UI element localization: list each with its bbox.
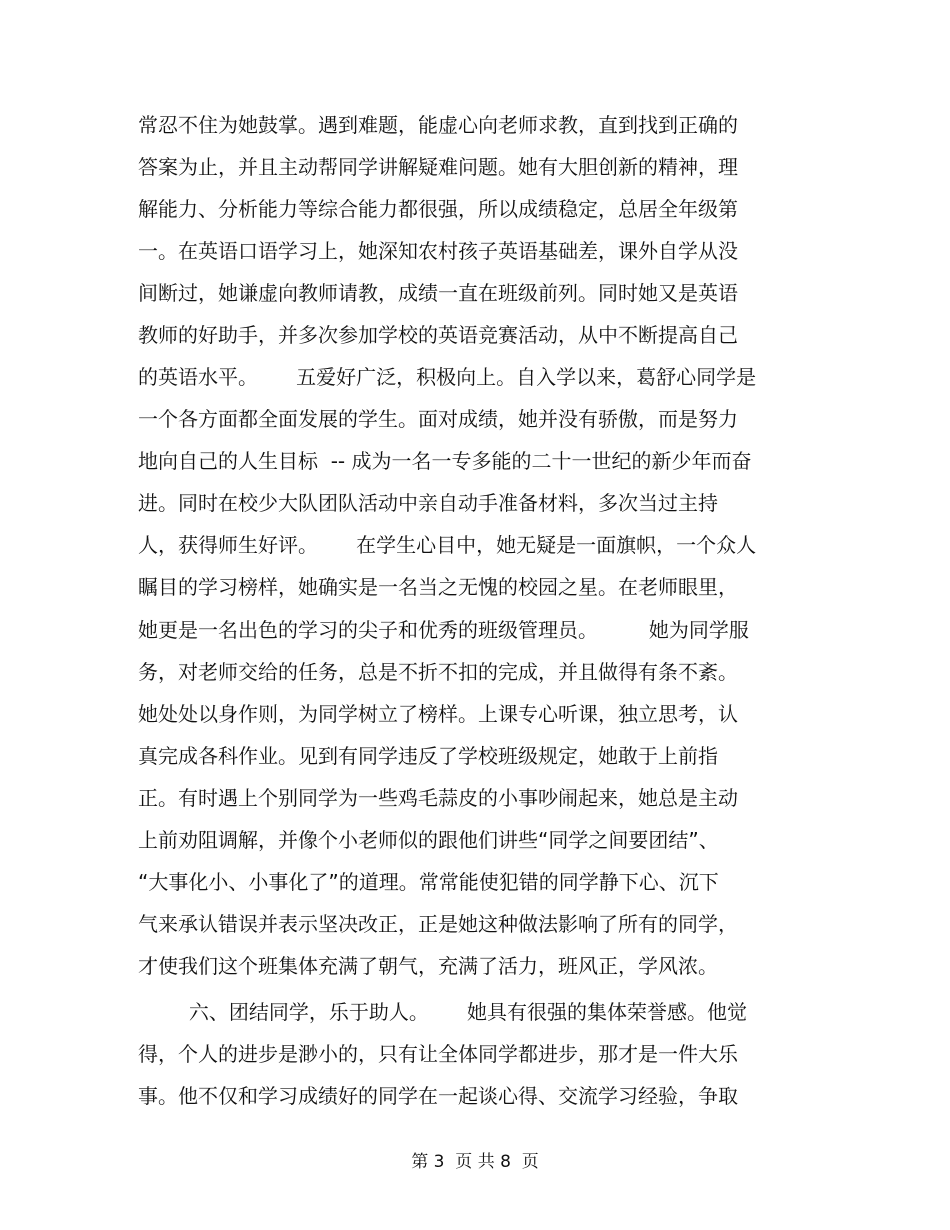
text-line: 真完成各科作业。见到有同学违反了学校班级规定，她敢于上前指	[138, 744, 718, 768]
text-line: 一。在英语口语学习上，她深知农村孩子英语基础差，课外自学从没	[138, 239, 738, 263]
page-footer: 第 3 页 共 8 页	[411, 1152, 539, 1172]
text-line: 瞩目的学习榜样，她确实是一名当之无愧的校园之星。在老师眼里，	[138, 575, 738, 599]
text-line: 气来承认错误并表示坚决改正，正是她这种做法影响了所有的同学，	[138, 912, 738, 936]
text-line: 的英语水平。 五爱好广泛，积极向上。自入学以来，葛舒心同学是	[138, 365, 757, 389]
text-line: 常忍不住为她鼓掌。遇到难题，能虚心向老师求教，直到找到正确的	[138, 113, 738, 137]
text-line: “大事化小、小事化了”的道理。常常能使犯错的同学静下心、沉下	[138, 870, 719, 894]
text-line: 她处处以身作则，为同学树立了榜样。上课专心听课，独立思考，认	[138, 702, 738, 726]
text-line: 教师的好助手，并多次参加学校的英语竞赛活动，从中不断提高自己	[138, 323, 738, 347]
text-line: 上前劝阻调解，并像个小老师似的跟他们讲些“同学之间要团结”、	[138, 828, 719, 852]
text-line: 一个各方面都全面发展的学生。面对成绩，她并没有骄傲，而是努力	[138, 407, 738, 431]
text-line: 地向自己的人生目标 -- 成为一名一专多能的二十一世纪的新少年而奋	[138, 449, 752, 473]
text-line: 解能力、分析能力等综合能力都很强，所以成绩稳定，总居全年级第	[138, 197, 738, 221]
text-line: 间断过，她谦虚向教师请教，成绩一直在班级前列。同时她又是英语	[138, 281, 738, 305]
text-line: 人，获得师生好评。 在学生心目中，她无疑是一面旗帜，一个众人	[138, 533, 757, 557]
text-line: 得，个人的进步是渺小的，只有让全体同学都进步，那才是一件大乐	[138, 1042, 738, 1066]
text-line: 六、团结同学，乐于助人。 她具有很强的集体荣誉感。他觉	[138, 1000, 748, 1024]
text-line: 进。同时在校少大队团队活动中亲自动手准备材料，多次当过主持	[138, 491, 718, 515]
text-line: 事。他不仅和学习成绩好的同学在一起谈心得、交流学习经验，争取	[138, 1084, 738, 1108]
text-line: 答案为止，并且主动帮同学讲解疑难问题。她有大胆创新的精神，理	[138, 155, 738, 179]
text-line: 才使我们这个班集体充满了朝气，充满了活力，班风正，学风浓。	[138, 954, 718, 978]
text-line: 她更是一名出色的学习的尖子和优秀的班级管理员。 她为同学服	[138, 618, 749, 642]
text-line: 正。有时遇上个别同学为一些鸡毛蒜皮的小事吵闹起来，她总是主动	[138, 786, 738, 810]
text-line: 务，对老师交给的任务，总是不折不扣的完成，并且做得有条不紊。	[138, 660, 738, 684]
